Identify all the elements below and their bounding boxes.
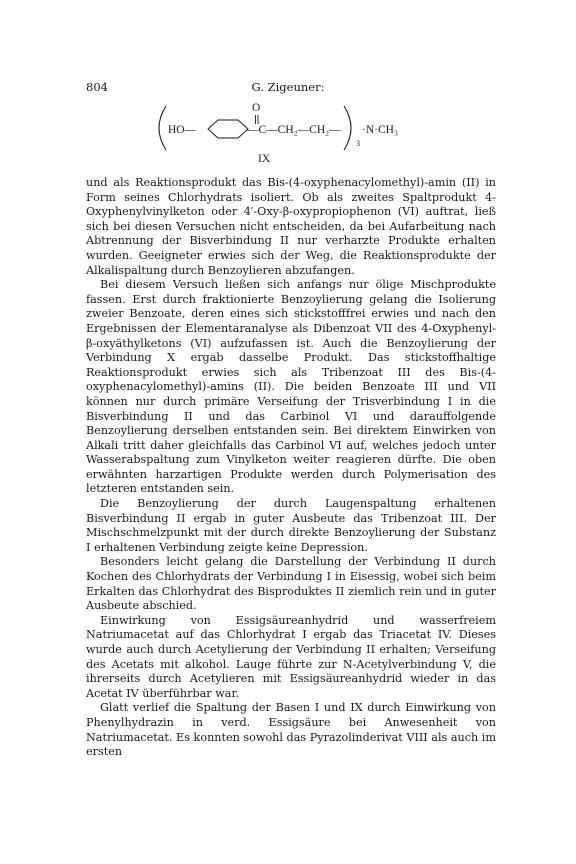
formula-oxygen: O — [252, 102, 261, 114]
formula-amine: ·N·CH₃ — [362, 124, 398, 136]
right-parenthesis — [344, 106, 351, 150]
paragraph: Bei diesem Versuch ließen sich anfangs nur ölige Mischprodukte fassen. Erst durch fraktionierte Benzoylierung gelang die Isolierung zweier Benzoate, deren eines sich stickstofffrei erwies und nach den Ergebnissen der Elementaranalyse als Dibenzoat VII des 4-Oxyphenyl-β-oxyäthylketons (VI) aufzufassen ist. Auch die Benzoylierung der Verbindung X ergab dasselbe Produkt. Das stickstoffhaltige Reaktionsprodukt erwies sich als Tribenzoat III des Bis-(4-oxyphenacylomethyl)-amins (II). Die beiden Benzoate III und VII können nur durch primäre Verseifung der Trisverbindung I in die Bisverbindung II und das Carbinol VI und darauffolgende Benzoylierung derselben entstanden sein. Bei direktem Einwirken von Alkali tritt daher gleichfalls das Carbinol VI auf, welches jedoch unter Wasserabspaltung zum Vinylketon weiter reagieren dürfte. Die oben erwähnten harzartigen Produkte werden durch Polymerisation des letzteren entstanden sein. — [86, 278, 496, 496]
paragraph: und als Reaktionsprodukt das Bis-(4-oxyphenacylomethyl)-amin (II) in Form seines Chlorhydrats isoliert. Ob als zweites Spaltprodukt 4-Oxyphenylvinylketon oder 4′-Oxy-β-oxypropiophenon (VI) auftrat, ließ sich bei diesen Versuchen nicht entscheiden, da bei Aufarbeitung nach Abtrennung der Bisverbindung II nur verharzte Produkte erhalten wurden. Geeigneter erwies sich der Weg, die Reaktionsprodukte der Alkalispaltung durch Benzoylieren abzufangen. — [86, 176, 496, 277]
page-number: 804 — [86, 80, 108, 94]
formula-subscript: 3 — [356, 139, 360, 148]
formula-drawing — [130, 98, 450, 170]
body-text — [86, 176, 496, 760]
left-parenthesis — [159, 106, 166, 150]
running-head: G. Zigeuner: — [251, 80, 325, 94]
paragraph: Die Benzoylierung der durch Laugenspaltung erhaltenen Bisverbindung II ergab in guter Ausbeute das Tribenzoat III. Der Mischschmelzpunkt mit der durch direkte Benzoylierung der Substanz I erhaltenen Verbindung zeigte keine Depression. — [86, 497, 496, 554]
page-header — [86, 80, 490, 96]
chemical-formula-ix — [130, 98, 450, 170]
benzene-ring — [208, 120, 248, 138]
formula-ho: HO— — [168, 124, 197, 136]
paragraph: Glatt verlief die Spaltung der Basen I und IX durch Einwirkung von Phenylhydrazin in verd. Essigsäure bei Anwesenheit von Natriumacetat. Es konnten sowohl das Pyrazolinderivat VIII als auch im ersten — [86, 701, 496, 759]
paragraph: Einwirkung von Essigsäureanhydrid und wasserfreiem Natriumacetat auf das Chlorhydrat I ergab das Triacetat IV. Dieses wurde auch durch Acetylierung der Verbindung II erhalten; Verseifung des Acetats mit alkohol. Lauge führte zur N-Acetylverbindung V, die ihrerseits durch Acetylieren mit Essigsäureanhydrid wieder in das Acetat IV überführbar war. — [86, 613, 496, 700]
formula-chain: —C—CH₂—CH₂— — [247, 124, 341, 136]
formula-label: IX — [258, 153, 271, 165]
paragraph: Besonders leicht gelang die Darstellung der Verbindung II durch Kochen des Chlorhydrats der Verbindung I in Eisessig, wobei sich beim Erkalten das Chlorhydrat des Bisproduktes II ziemlich rein und in guter Ausbeute abschied. — [86, 555, 496, 613]
